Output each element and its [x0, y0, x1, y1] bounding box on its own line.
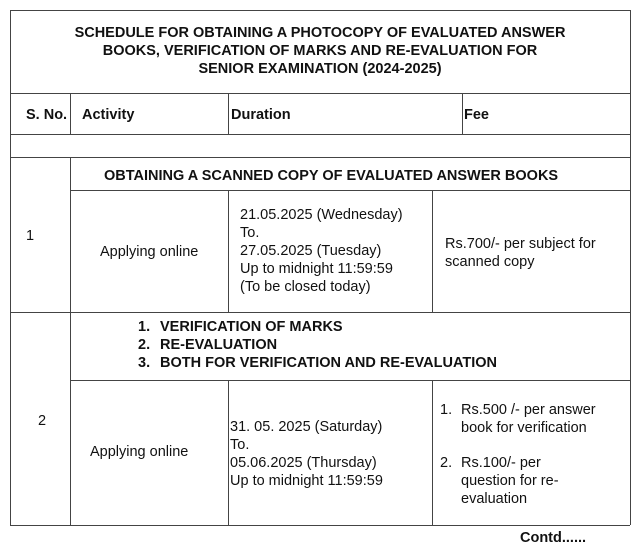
activity-column-divider: [228, 93, 229, 134]
document-title: [10, 24, 630, 78]
row1-fee-line: Rs.700/- per subject for: [445, 236, 596, 252]
duration-column-divider-row1: [432, 190, 433, 312]
table-border-top: [10, 10, 630, 11]
row2-section-divider: [70, 380, 630, 381]
row2-fee-line: evaluation: [461, 491, 528, 507]
row2-fee-line: book for verification: [461, 420, 587, 436]
table-border-bottom: [10, 525, 630, 526]
row2-fee-line: Rs.100/- per: [461, 455, 541, 471]
header-activity: Activity: [82, 107, 135, 123]
row2-section-list: [138, 318, 497, 372]
header-duration: Duration: [231, 107, 291, 123]
row1-duration-line: (To be closed today): [240, 279, 371, 295]
row1-activity: Applying online: [100, 244, 199, 260]
list-item: 3. BOTH FOR VERIFICATION AND RE-EVALUATION: [138, 355, 497, 371]
table-border-right: [630, 10, 631, 525]
spacer-divider: [10, 157, 630, 158]
title-line: SENIOR EXAMINATION (2024-2025): [198, 61, 442, 77]
sno-column-divider: [70, 93, 71, 134]
header-fee: Fee: [464, 107, 489, 123]
row2-duration-line: 31. 05. 2025 (Saturday): [230, 419, 383, 435]
row2-fee-num: 1.: [440, 402, 453, 418]
row1-duration-line: 21.05.2025 (Wednesday): [240, 207, 403, 223]
duration-column-divider: [462, 93, 463, 134]
row1-section-divider: [70, 190, 630, 191]
continued-note: Contd......: [520, 530, 587, 546]
sno-column-divider-body: [70, 157, 71, 525]
row2-duration-line: To.: [230, 437, 250, 453]
row2-fee-line: question for re-: [461, 473, 559, 489]
table-border-left: [10, 10, 11, 525]
header-sno: S. No.: [26, 107, 68, 123]
duration-column-divider-row2: [432, 380, 433, 525]
row2-fee-line: Rs.500 /- per answer: [461, 402, 596, 418]
list-item: 1. VERIFICATION OF MARKS: [138, 319, 343, 335]
row1-duration-line: To.: [240, 225, 260, 241]
activity-column-divider-row2: [228, 380, 229, 525]
row1-bottom-border: [10, 312, 630, 313]
activity-column-divider-row1: [228, 190, 229, 312]
title-line: SCHEDULE FOR OBTAINING A PHOTOCOPY OF EVALUATED ANSWER: [74, 25, 566, 41]
header-divider: [10, 134, 630, 135]
row1-sno: 1: [26, 228, 35, 244]
row1-duration-line: Up to midnight 11:59:59: [240, 261, 393, 277]
list-item: 2. RE-EVALUATION: [138, 337, 278, 353]
row2-sno: 2: [38, 413, 47, 429]
row2-duration-line: Up to midnight 11:59:59: [230, 473, 383, 489]
row2-fee-num: 2.: [440, 455, 453, 471]
title-line: BOOKS, VERIFICATION OF MARKS AND RE-EVALUATION FOR: [102, 43, 538, 59]
row2-duration-line: 05.06.2025 (Thursday): [230, 455, 377, 471]
row1-duration-line: 27.05.2025 (Tuesday): [240, 243, 382, 259]
row1-fee-line: scanned copy: [445, 254, 535, 270]
row1-section-title: OBTAINING A SCANNED COPY OF EVALUATED ANSWER BOOKS: [104, 168, 559, 184]
title-divider: [10, 93, 630, 94]
row2-activity: Applying online: [90, 444, 189, 460]
